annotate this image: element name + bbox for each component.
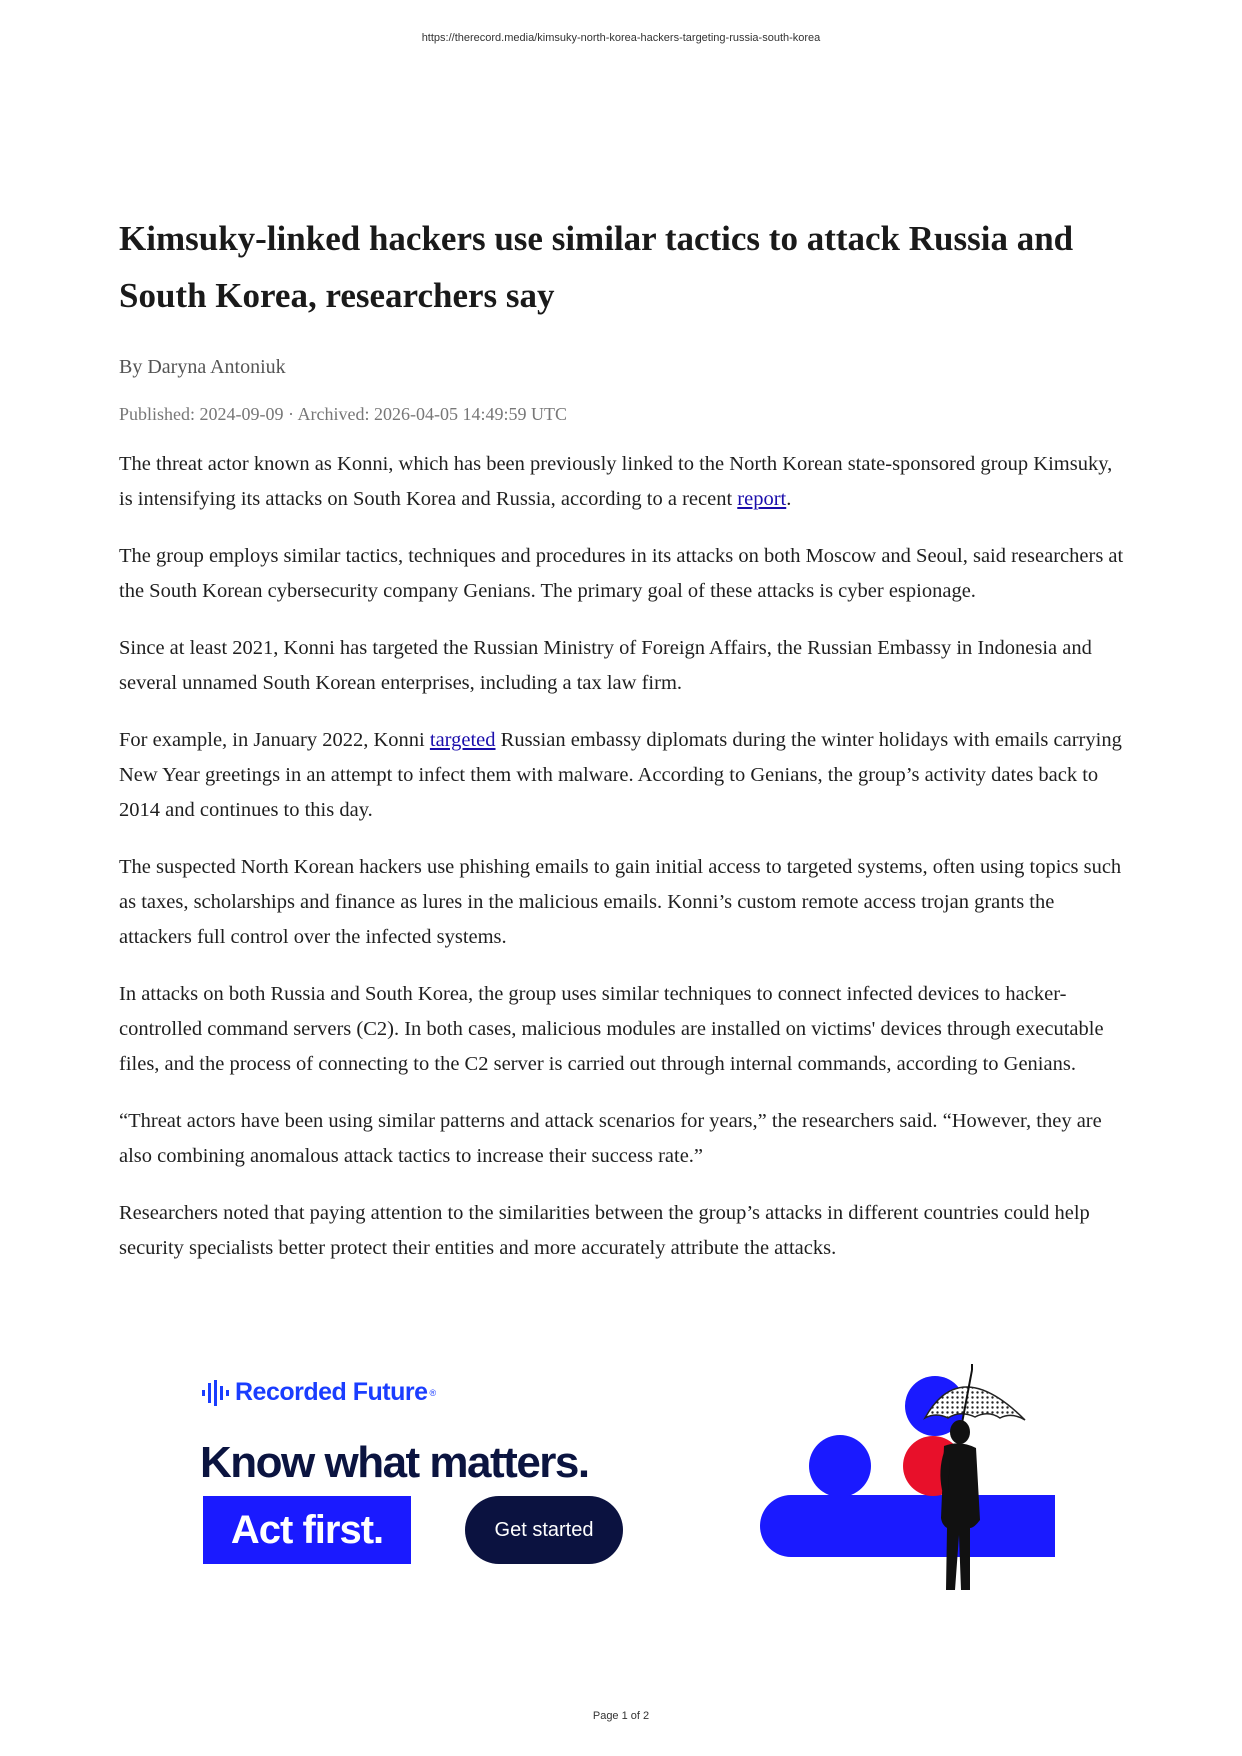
article-title-line-2: South Korea, researchers say: [119, 276, 555, 315]
article-title-line-1: Kimsuky-linked hackers use similar tactics to attack Russia and: [119, 219, 1074, 258]
article: [119, 210, 1129, 1266]
targeted-link[interactable]: targeted: [429, 729, 496, 751]
registered-mark: ®: [429, 1387, 436, 1398]
advertisement-banner[interactable]: [190, 1360, 1070, 1590]
recorded-future-logo-icon: [202, 1380, 229, 1406]
paragraph-1: The threat actor known as Konni, which has been previously linked to the North Korean state-sponsored group Kimsuky, is intensifying its attacks on South Korea and Russia, according to a recent report.: [119, 453, 1113, 510]
paragraph-3: Since at least 2021, Konni has targeted the Russian Ministry of Foreign Affairs, the Russian Embassy in Indonesia and several unnamed South Korean enterprises, including a tax law firm.: [119, 637, 1092, 694]
paragraph-2: The group employs similar tactics, techniques and procedures in its attacks on both Moscow and Seoul, said researchers at the South Korean cybersecurity company Genians. The primary goal of these attacks is cyber espionage.: [119, 545, 1124, 602]
ad-brand-name: Recorded Future: [235, 1378, 428, 1406]
ad-headline: Know what matters.: [200, 1438, 589, 1487]
paragraph-8: Researchers noted that paying attention to the similarities between the group’s attacks in different countries could help security specialists better protect their entities and more accurately attribute the attacks.: [119, 1202, 1090, 1259]
page-url: https://therecord.media/kimsuky-north-korea-hackers-targeting-russia-south-korea: [421, 32, 821, 44]
page-number: Page 1 of 2: [592, 1710, 650, 1722]
ad-act-first: Act first.: [203, 1496, 411, 1564]
paragraph-6: In attacks on both Russia and South Korea, the group uses similar techniques to connect infected devices to hacker-controlled command servers (C2). In both cases, malicious modules are installed on victims' devices through executable files, and the process of connecting to the C2 server is carried out through internal commands, according to Genians.: [119, 983, 1104, 1075]
byline: By Daryna Antoniuk: [119, 356, 286, 378]
publish-meta: Published: 2024-09-09 · Archived: 2026-04-05 14:49:59 UTC: [119, 404, 567, 424]
paragraph-5: The suspected North Korean hackers use phishing emails to gain initial access to targeted systems, often using topics such as taxes, scholarships and finance as lures in the malicious emails. Konni’s custom remote access trojan grants the attackers full control over the infected systems.: [119, 856, 1122, 948]
ad-brand: [202, 1378, 436, 1407]
report-link[interactable]: report: [737, 488, 787, 510]
article-title: [119, 210, 1129, 324]
person-with-umbrella-icon: [760, 1360, 1070, 1590]
paragraph-7: “Threat actors have been using similar patterns and attack scenarios for years,” the researchers said. “However, they are also combining anomalous attack tactics to increase their success rate.”: [119, 1110, 1102, 1167]
get-started-button[interactable]: Get started: [465, 1496, 623, 1564]
paragraph-4: For example, in January 2022, Konni targeted Russian embassy diplomats during the winter holidays with emails carrying New Year greetings in an attempt to infect them with malware. According to Genians, the group’s activity dates back to 2014 and continues to this day.: [119, 729, 1122, 821]
